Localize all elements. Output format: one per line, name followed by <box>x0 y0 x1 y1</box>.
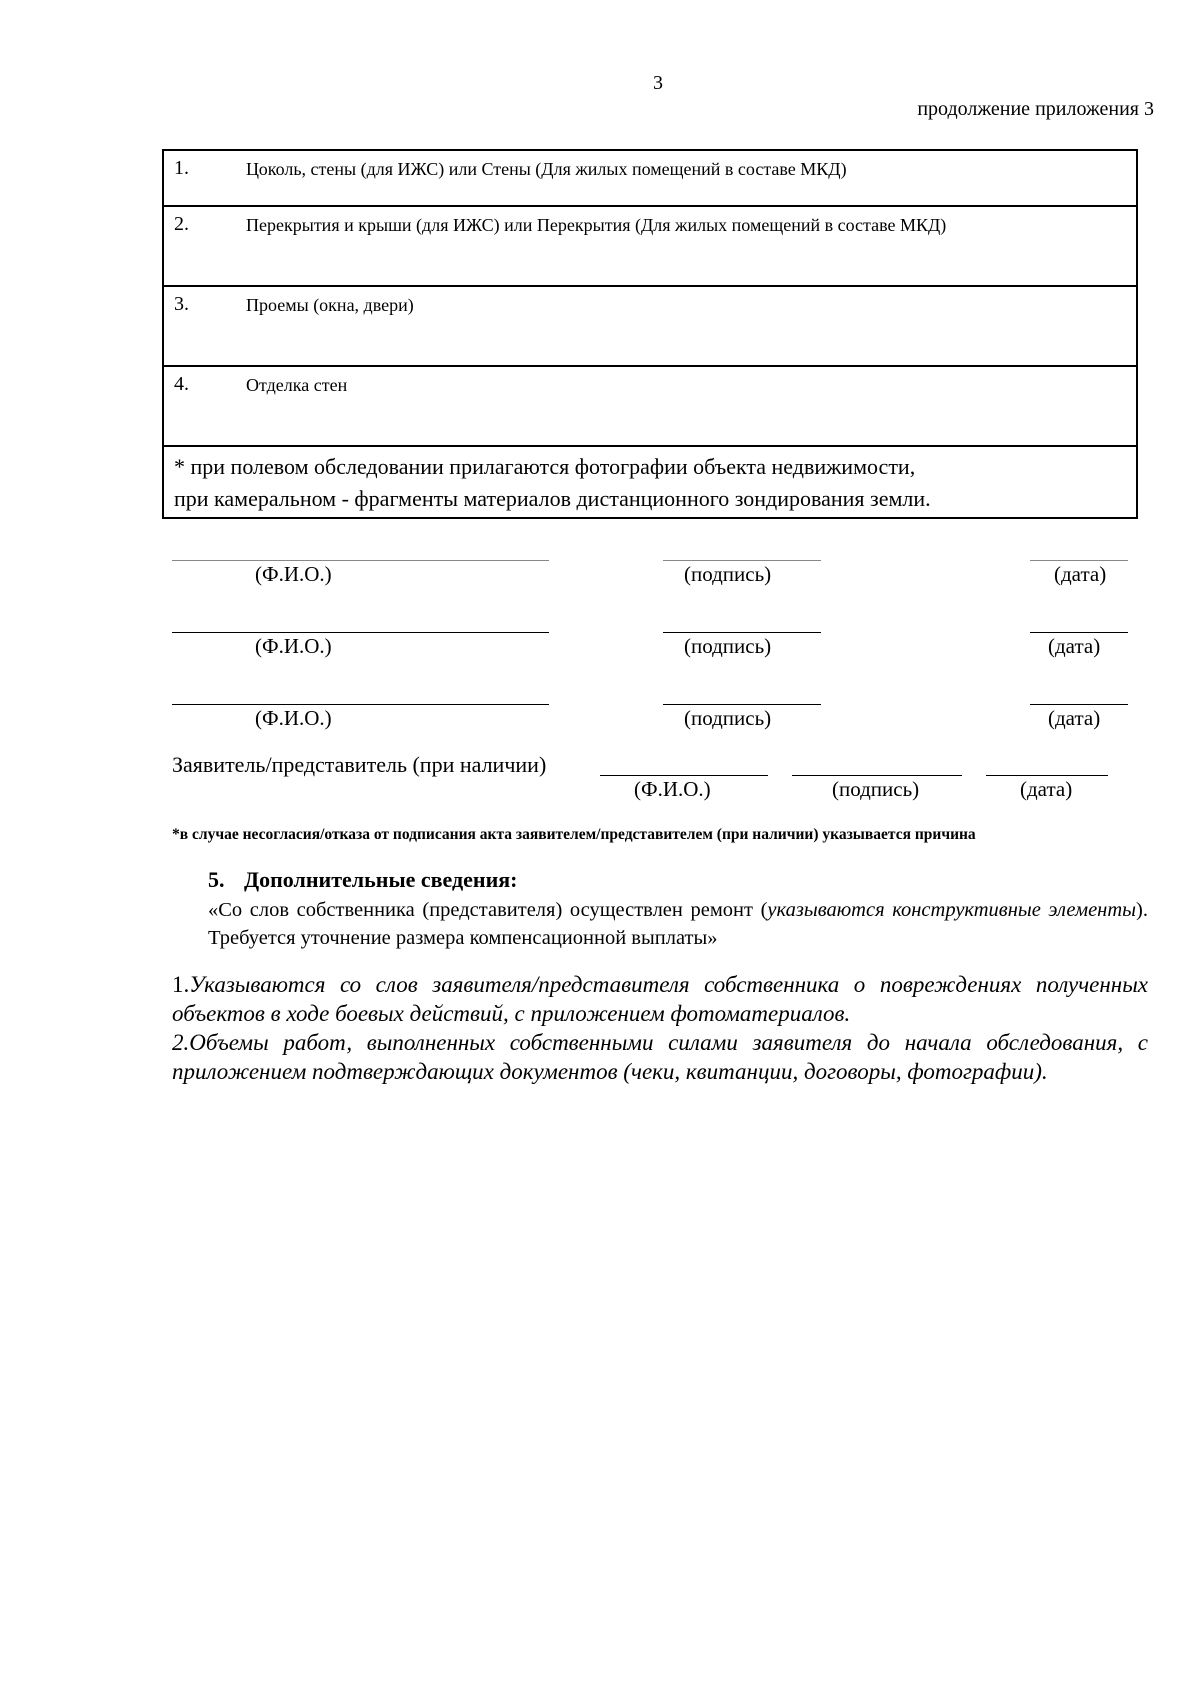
row-number: 4. <box>174 373 189 395</box>
statement-text: «Со слов собственника (представителя) осуществлен ремонт ( <box>208 899 768 921</box>
applicant-date-line[interactable] <box>986 775 1108 776</box>
row-text: Проемы (окна, двери) <box>246 295 414 315</box>
signature-line[interactable] <box>663 632 821 633</box>
photo-note-line-2: при камеральном - фрагменты материалов дистанционного зондирования земли. <box>174 486 931 511</box>
row-text: Перекрытия и крыши (для ИЖС) или Перекрытия (Для жилых помещений в составе МКД) <box>246 215 947 235</box>
statement-italic: указываются конструктивные элементы <box>767 899 1137 921</box>
refusal-note: *в случае несогласия/отказа от подписания акта заявителем/представителем (при наличии) указывается причина <box>172 826 976 843</box>
signature-line[interactable] <box>663 704 821 705</box>
row-number: 2. <box>174 213 189 235</box>
signature-line[interactable] <box>663 560 821 561</box>
fio-line[interactable] <box>172 632 549 633</box>
photo-note <box>163 446 1137 518</box>
row-number: 3. <box>174 293 189 315</box>
page-number: 3 <box>653 72 663 94</box>
section-number: 5. <box>208 867 225 892</box>
table-row <box>163 366 1137 446</box>
applicant-date-caption: (дата) <box>1020 777 1073 801</box>
fio-line[interactable] <box>172 560 549 561</box>
applicant-fio-line[interactable] <box>600 775 768 776</box>
instruction-text: Указываются со слов заявителя/представителя собственника о повреждениях полученных объектов в ходе боевых действий, с приложением фотоматериалов. <box>172 972 1148 1026</box>
applicant-fio-caption: (Ф.И.О.) <box>634 777 711 801</box>
signature-caption: (подпись) <box>684 634 772 658</box>
instructions <box>172 970 1148 1086</box>
applicant-signature-caption: (подпись) <box>832 777 920 801</box>
row-text: Цоколь, стены (для ИЖС) или Стены (Для жилых помещений в составе МКД) <box>246 159 847 179</box>
signature-caption: (подпись) <box>684 706 772 730</box>
date-line[interactable] <box>1030 632 1128 633</box>
applicant-label: Заявитель/представитель (при наличии) <box>172 752 547 777</box>
date-caption: (дата) <box>1054 562 1107 586</box>
fio-line[interactable] <box>172 704 549 705</box>
instruction-item-1 <box>172 970 1148 1028</box>
row-number: 1. <box>174 157 189 179</box>
inspection-table <box>162 149 1138 519</box>
date-caption: (дата) <box>1048 706 1101 730</box>
signature-caption: (подпись) <box>684 562 772 586</box>
row-text: Отделка стен <box>246 375 348 395</box>
appendix-note: продолжение приложения 3 <box>917 98 1154 120</box>
date-line[interactable] <box>1030 560 1128 561</box>
fio-caption: (Ф.И.О.) <box>255 634 332 658</box>
instruction-item-2: 2.Объемы работ, выполненных собственными силами заявителя до начала обследования, с приложением подтверждающих документов (чеки, квитанции, договоры, фотографии). <box>172 1030 1148 1084</box>
section-5-title <box>208 867 517 893</box>
repair-statement <box>208 896 1148 952</box>
table-row <box>163 286 1137 366</box>
section-heading: Дополнительные сведения: <box>244 867 518 892</box>
fio-caption: (Ф.И.О.) <box>255 706 332 730</box>
applicant-signature-line[interactable] <box>792 775 962 776</box>
photo-note-line-1: * при полевом обследовании прилагаются фотографии объекта недвижимости, <box>174 454 916 479</box>
statement-text-end: ). Требуется уточнение размера компенсационной выплаты» <box>208 899 1148 949</box>
fio-caption: (Ф.И.О.) <box>255 562 332 586</box>
table-note-row <box>163 446 1137 518</box>
table-row <box>163 206 1137 286</box>
instruction-number: 1. <box>172 972 190 997</box>
table-row <box>163 150 1137 206</box>
date-caption: (дата) <box>1048 634 1101 658</box>
date-line[interactable] <box>1030 704 1128 705</box>
